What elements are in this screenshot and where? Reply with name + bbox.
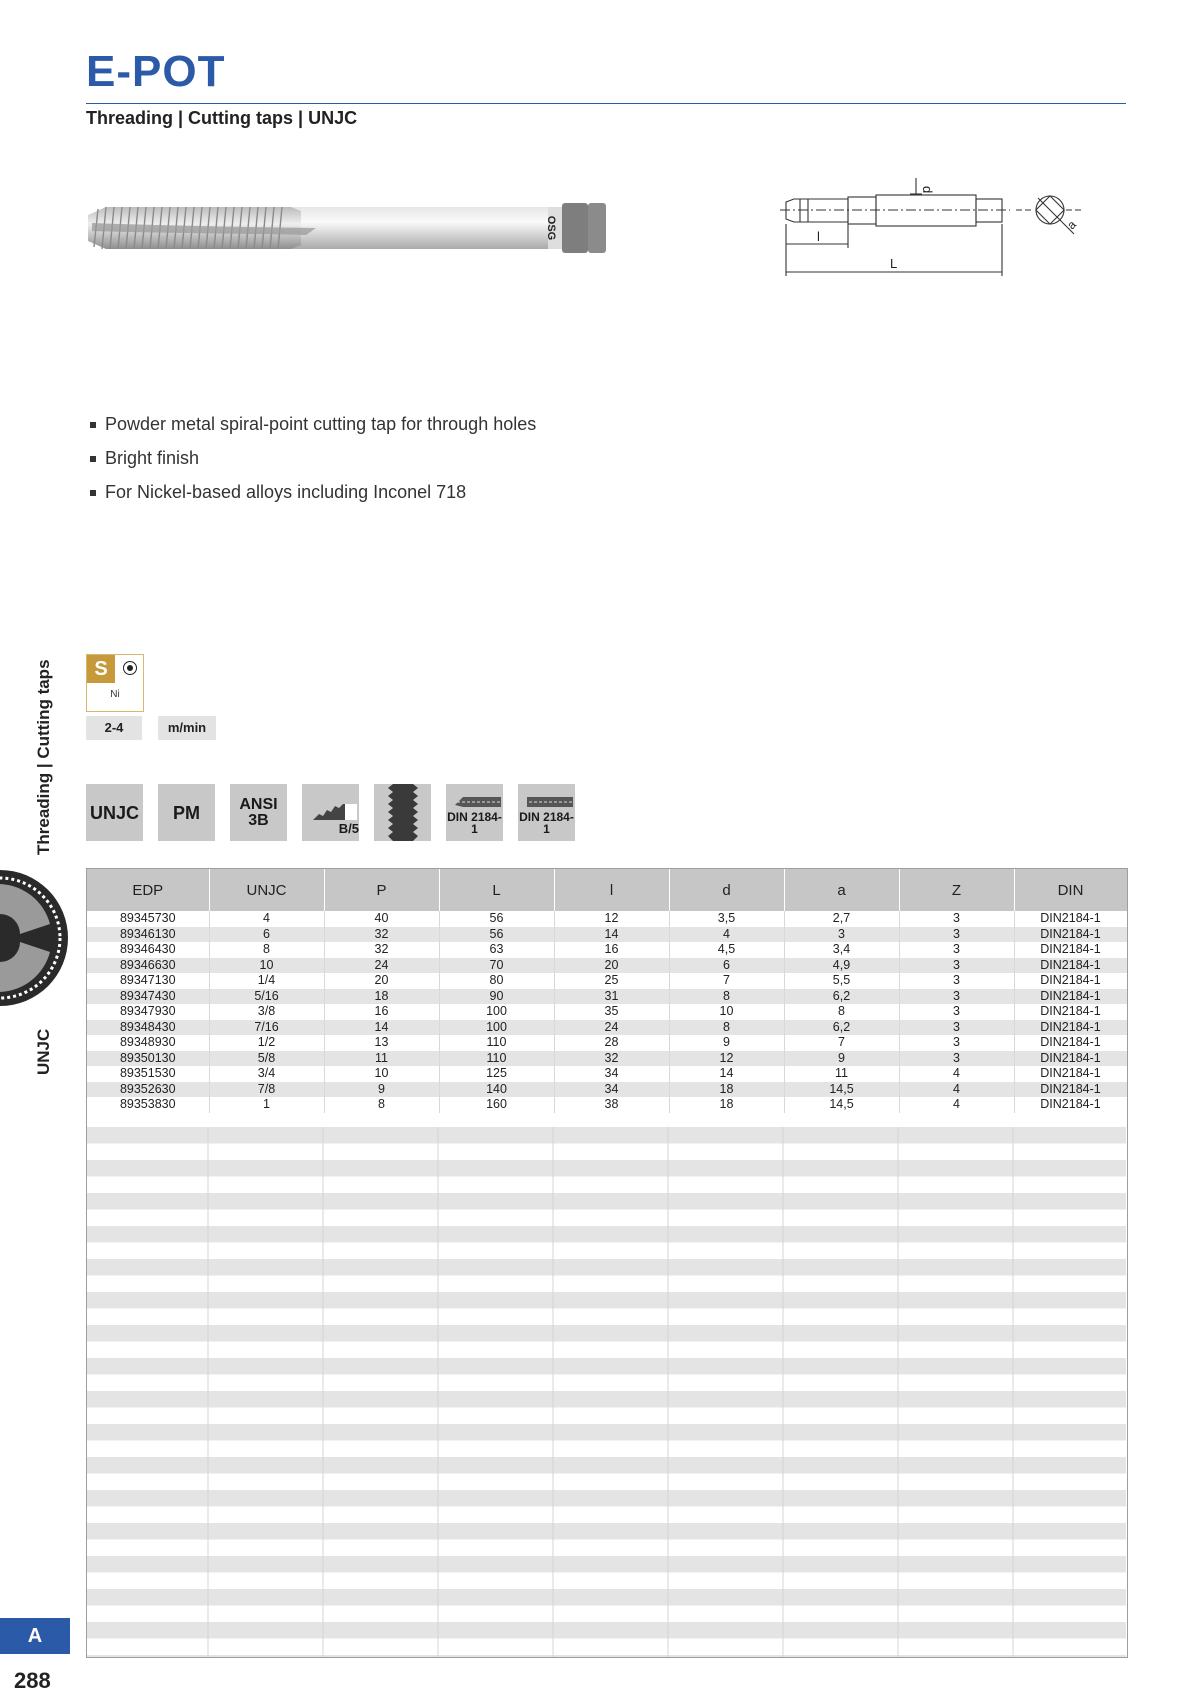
table-cell: 3	[899, 989, 1014, 1005]
table-cell: 100	[439, 1020, 554, 1036]
table-row	[87, 1020, 1127, 1036]
table-cell: 32	[324, 927, 439, 943]
din-2184-1-alt-icon: DIN 2184-1	[518, 784, 575, 841]
table-cell: 110	[439, 1051, 554, 1067]
side-subcategory-label: UNJC	[34, 1028, 53, 1075]
tap-product-image	[86, 195, 606, 261]
table-cell: 6	[209, 927, 324, 943]
table-cell: 3/8	[209, 1004, 324, 1020]
table-row	[87, 989, 1127, 1005]
table-cell: DIN2184-1	[1014, 927, 1127, 943]
table-row	[87, 973, 1127, 989]
table-cell: 12	[554, 911, 669, 927]
table-cell: 20	[324, 973, 439, 989]
table-cell: 140	[439, 1082, 554, 1098]
table-cell: 31	[554, 989, 669, 1005]
page-title: E-POT	[86, 47, 226, 96]
table-cell: 35	[554, 1004, 669, 1020]
table-cell: 1/2	[209, 1035, 324, 1051]
table-cell: 89347430	[87, 989, 209, 1005]
table-cell: 32	[324, 942, 439, 958]
dim-l-label: l	[817, 229, 820, 244]
table-cell: DIN2184-1	[1014, 1097, 1127, 1113]
table-cell: 89350130	[87, 1051, 209, 1067]
table-cell: 32	[554, 1051, 669, 1067]
tap-cross-section-icon	[0, 868, 70, 1008]
table-cell: 4	[899, 1082, 1014, 1098]
table-cell: 3	[784, 927, 899, 943]
table-cell: 90	[439, 989, 554, 1005]
table-cell: 11	[784, 1066, 899, 1082]
table-row	[87, 1051, 1127, 1067]
table-cell: 5/8	[209, 1051, 324, 1067]
table-cell: 89345730	[87, 911, 209, 927]
table-cell: 14	[669, 1066, 784, 1082]
chamfer-profile-icon	[311, 800, 359, 822]
table-cell: 4,5	[669, 942, 784, 958]
col-header-L: L	[439, 869, 554, 911]
material-group-s: S	[87, 655, 115, 683]
table-cell: 34	[554, 1066, 669, 1082]
table-cell: DIN2184-1	[1014, 1082, 1127, 1098]
table-cell: 16	[324, 1004, 439, 1020]
table-cell: DIN2184-1	[1014, 1051, 1127, 1067]
table-cell: 11	[324, 1051, 439, 1067]
table-cell: 89346630	[87, 958, 209, 974]
product-table	[86, 868, 1128, 1658]
table-cell: 4	[899, 1097, 1014, 1113]
feature-item: For Nickel-based alloys including Inconel 718	[90, 480, 536, 514]
material-group-badge	[86, 654, 144, 712]
table-cell: 20	[554, 958, 669, 974]
col-header-din: DIN	[1014, 869, 1127, 911]
table-cell: 56	[439, 911, 554, 927]
table-cell: 24	[554, 1020, 669, 1036]
table-cell: 18	[324, 989, 439, 1005]
table-cell: 34	[554, 1082, 669, 1098]
table-cell: 8	[324, 1097, 439, 1113]
table-cell: 160	[439, 1097, 554, 1113]
table-cell: 10	[209, 958, 324, 974]
table-cell: DIN2184-1	[1014, 942, 1127, 958]
table-cell: DIN2184-1	[1014, 958, 1127, 974]
table-cell: 4,9	[784, 958, 899, 974]
col-header-edp: EDP	[87, 869, 209, 911]
table-cell: 3	[899, 1035, 1014, 1051]
table-cell: 28	[554, 1035, 669, 1051]
table-cell: 7/16	[209, 1020, 324, 1036]
table-cell: 89351530	[87, 1066, 209, 1082]
table-cell: 7	[784, 1035, 899, 1051]
din-2184-1-icon: DIN 2184-1	[446, 784, 503, 841]
dim-a-label: a	[1064, 217, 1079, 233]
ansi-3b-icon: ANSI 3B	[230, 784, 287, 841]
table-row	[87, 1035, 1127, 1051]
table-cell: 5/16	[209, 989, 324, 1005]
table-cell: 56	[439, 927, 554, 943]
table-cell: 3	[899, 1020, 1014, 1036]
table-cell: 2,7	[784, 911, 899, 927]
table-cell: 40	[324, 911, 439, 927]
table-cell: 7	[669, 973, 784, 989]
table-cell: 18	[669, 1082, 784, 1098]
page-number: 288	[14, 1668, 51, 1693]
osg-logo: OSG	[545, 215, 557, 241]
table-cell: 100	[439, 1004, 554, 1020]
col-header-unjc: UNJC	[209, 869, 324, 911]
table-cell: 89346430	[87, 942, 209, 958]
section-tab-badge: A	[0, 1618, 70, 1654]
pm-icon: PM	[158, 784, 215, 841]
chamfer-b5-icon: B/5	[302, 784, 359, 841]
table-cell: 1	[209, 1097, 324, 1113]
table-cell: 7/8	[209, 1082, 324, 1098]
table-cell: 10	[669, 1004, 784, 1020]
table-cell: 10	[324, 1066, 439, 1082]
table-cell: DIN2184-1	[1014, 911, 1127, 927]
side-category-label: Threading | Cutting taps	[34, 659, 53, 855]
feature-item: Bright finish	[90, 446, 536, 480]
table-cell: 24	[324, 958, 439, 974]
table-cell: 4	[899, 1066, 1014, 1082]
table-cell: 89352630	[87, 1082, 209, 1098]
table-cell: 3	[899, 942, 1014, 958]
table-cell: 6	[669, 958, 784, 974]
table-row	[87, 1066, 1127, 1082]
table-cell: 14	[554, 927, 669, 943]
table-cell: 110	[439, 1035, 554, 1051]
table-cell: 12	[669, 1051, 784, 1067]
table-cell: 8	[669, 1020, 784, 1036]
table-cell: 80	[439, 973, 554, 989]
table-cell: 18	[669, 1097, 784, 1113]
table-cell: 3	[899, 911, 1014, 927]
table-cell: DIN2184-1	[1014, 1035, 1127, 1051]
table-cell: 8	[669, 989, 784, 1005]
suitability-dot-icon	[123, 661, 137, 675]
table-cell: DIN2184-1	[1014, 1004, 1127, 1020]
table-cell: 16	[554, 942, 669, 958]
tap-technical-drawing	[780, 170, 1130, 285]
cutting-speed: 2-4	[86, 716, 142, 740]
table-cell: 6,2	[784, 989, 899, 1005]
table-cell: DIN2184-1	[1014, 973, 1127, 989]
table-cell: 89346130	[87, 927, 209, 943]
table-cell: 14,5	[784, 1082, 899, 1098]
table-cell: DIN2184-1	[1014, 1066, 1127, 1082]
table-cell: 89348430	[87, 1020, 209, 1036]
cutting-speed-unit: m/min	[158, 716, 216, 740]
table-cell: DIN2184-1	[1014, 989, 1127, 1005]
table-row	[87, 911, 1127, 927]
material-sub-ni: Ni	[110, 689, 120, 700]
dim-L-label: L	[890, 256, 898, 271]
table-cell: 25	[554, 973, 669, 989]
col-header-a: a	[784, 869, 899, 911]
table-cell: 1/4	[209, 973, 324, 989]
col-header-l: l	[554, 869, 669, 911]
table-row	[87, 1004, 1127, 1020]
table-cell: 125	[439, 1066, 554, 1082]
table-cell: 4	[209, 911, 324, 927]
table-cell: 63	[439, 942, 554, 958]
table-cell: 3	[899, 958, 1014, 974]
feature-item: Powder metal spiral-point cutting tap for through holes	[90, 412, 536, 446]
table-cell: 89353830	[87, 1097, 209, 1113]
table-row	[87, 1097, 1127, 1113]
table-cell: 8	[209, 942, 324, 958]
table-row	[87, 958, 1127, 974]
table-cell: 38	[554, 1097, 669, 1113]
table-cell: 89348930	[87, 1035, 209, 1051]
table-cell: 14,5	[784, 1097, 899, 1113]
table-cell: 89347930	[87, 1004, 209, 1020]
table-cell: 3	[899, 1051, 1014, 1067]
table-cell: 3,5	[669, 911, 784, 927]
table-cell: 14	[324, 1020, 439, 1036]
table-cell: 9	[324, 1082, 439, 1098]
title-divider	[86, 103, 1126, 104]
table-cell: 6,2	[784, 1020, 899, 1036]
table-cell: 8	[784, 1004, 899, 1020]
table-cell: 3,4	[784, 942, 899, 958]
table-row	[87, 942, 1127, 958]
col-header-z: Z	[899, 869, 1014, 911]
table-row	[87, 927, 1127, 943]
table-row	[87, 1082, 1127, 1098]
table-cell: 89347130	[87, 973, 209, 989]
col-header-d: d	[669, 869, 784, 911]
table-cell: DIN2184-1	[1014, 1020, 1127, 1036]
unjc-icon: UNJC	[86, 784, 143, 841]
table-cell: 3	[899, 927, 1014, 943]
table-cell: 4	[669, 927, 784, 943]
table-header-row	[87, 869, 1127, 911]
table-cell: 5,5	[784, 973, 899, 989]
dim-d-label: d	[920, 186, 935, 194]
table-body	[87, 911, 1127, 1113]
feature-list	[90, 412, 536, 514]
thread-profile-icon	[374, 784, 431, 841]
table-cell: 3	[899, 973, 1014, 989]
table-cell: 3/4	[209, 1066, 324, 1082]
table-cell: 9	[669, 1035, 784, 1051]
col-header-p: P	[324, 869, 439, 911]
table-cell: 70	[439, 958, 554, 974]
table-cell: 9	[784, 1051, 899, 1067]
page-subtitle: Threading | Cutting taps | UNJC	[86, 108, 358, 128]
table-cell: 3	[899, 1004, 1014, 1020]
table-cell: 13	[324, 1035, 439, 1051]
